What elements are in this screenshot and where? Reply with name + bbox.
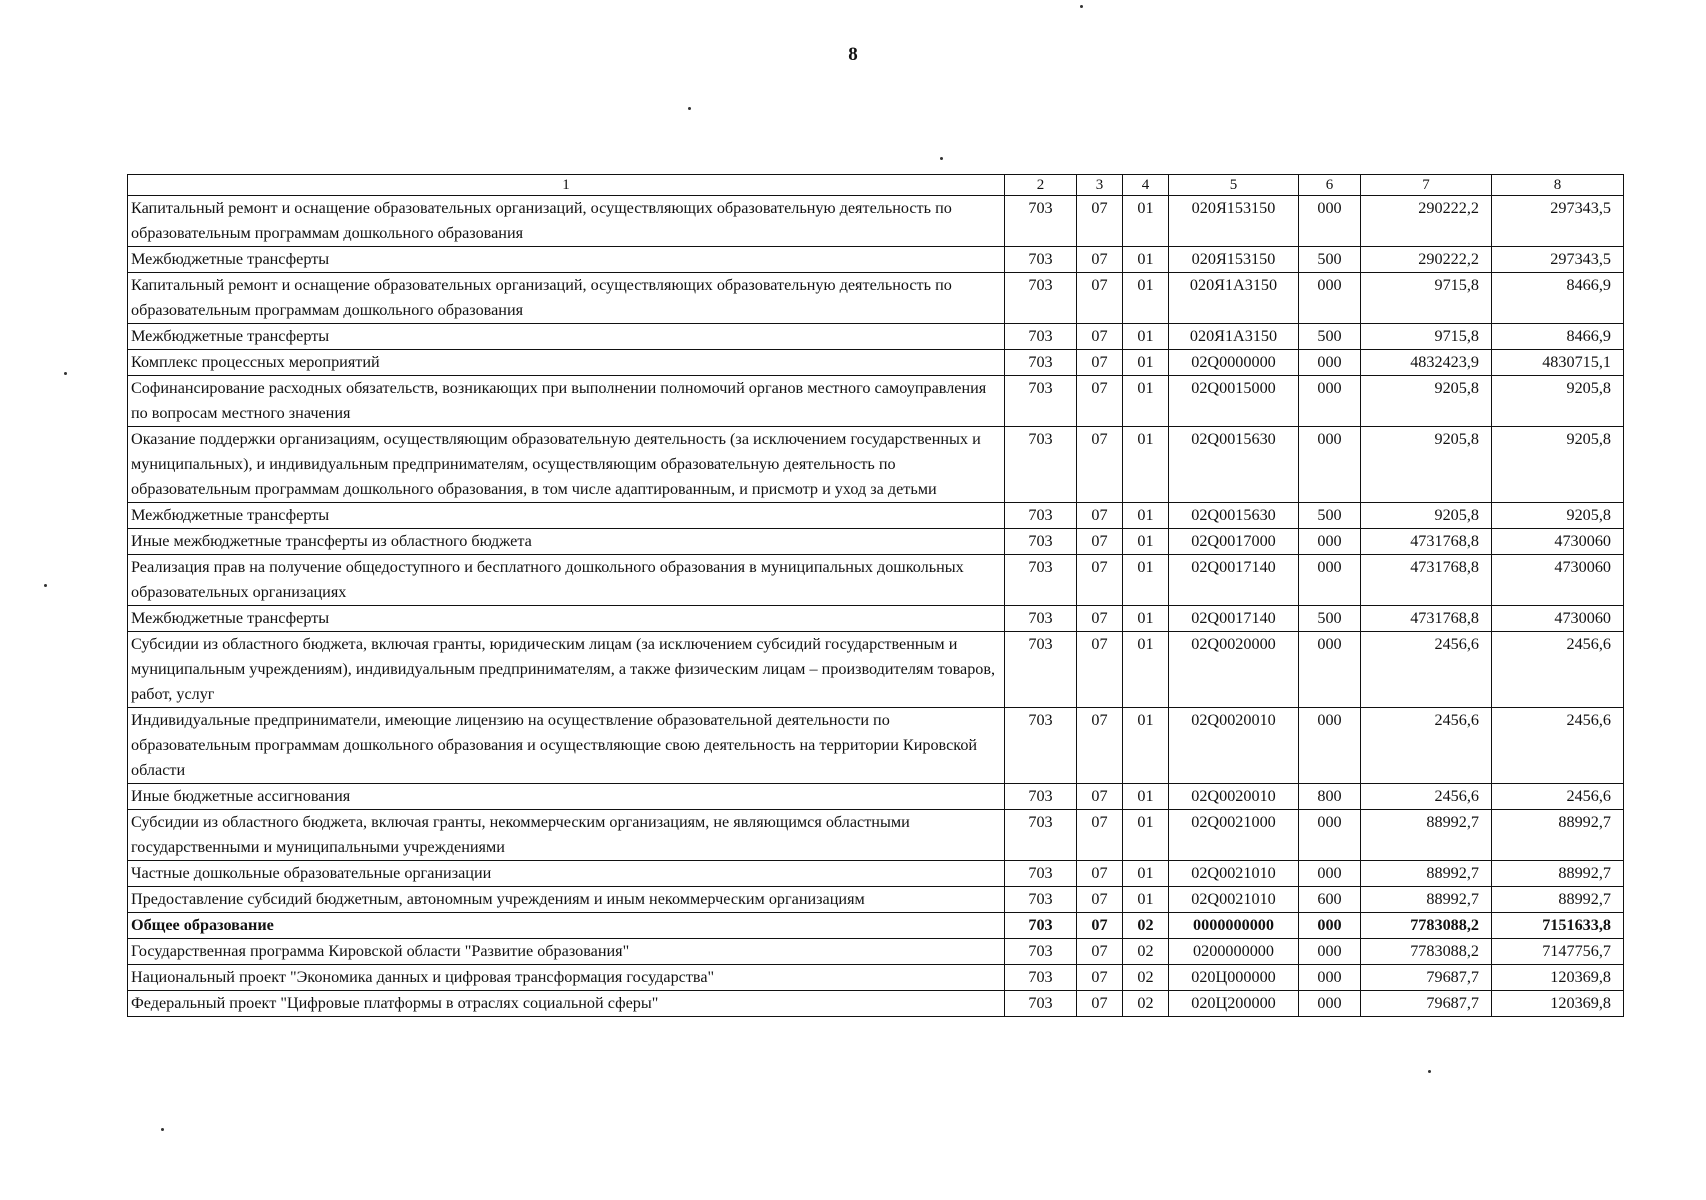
amount-year-2: 4830715,1	[1492, 350, 1624, 376]
subsection-code: 01	[1123, 555, 1169, 606]
budget-code: 703	[1005, 913, 1077, 939]
section-code: 07	[1077, 529, 1123, 555]
budget-code: 703	[1005, 991, 1077, 1017]
table-row	[128, 427, 1624, 503]
subsection-code: 01	[1123, 427, 1169, 503]
subsection-code: 02	[1123, 913, 1169, 939]
table-row	[128, 247, 1624, 273]
amount-year-1: 4731768,8	[1361, 555, 1492, 606]
section-code: 07	[1077, 913, 1123, 939]
target-article-code: 02Q0015000	[1169, 376, 1299, 427]
row-name: Федеральный проект "Цифровые платформы в отраслях социальной сферы"	[128, 991, 1005, 1017]
target-article-code: 02Q0021010	[1169, 861, 1299, 887]
row-name: Субсидии из областного бюджета, включая гранты, юридическим лицам (за исключением субсидий государственным и муниципальным учреждениям), индивидуальным предпринимателям, а также физическим лицам – производителям товаров, работ, услуг	[128, 632, 1005, 708]
row-name: Софинансирование расходных обязательств, возникающих при выполнении полномочий органов местного самоуправления по вопросам местного значения	[128, 376, 1005, 427]
row-name: Капитальный ремонт и оснащение образовательных организаций, осуществляющих образовательную деятельность по образовательным программам дошкольного образования	[128, 273, 1005, 324]
row-name: Межбюджетные трансферты	[128, 324, 1005, 350]
target-article-code: 02Q0021000	[1169, 810, 1299, 861]
amount-year-2: 120369,8	[1492, 991, 1624, 1017]
expense-type-code: 000	[1299, 376, 1361, 427]
budget-code: 703	[1005, 273, 1077, 324]
table-row	[128, 861, 1624, 887]
table-row	[128, 503, 1624, 529]
table-row	[128, 939, 1624, 965]
section-code: 07	[1077, 324, 1123, 350]
expense-type-code: 800	[1299, 784, 1361, 810]
target-article-code: 02Q0015630	[1169, 427, 1299, 503]
target-article-code: 020Я153150	[1169, 196, 1299, 247]
expense-type-code: 500	[1299, 247, 1361, 273]
budget-code: 703	[1005, 247, 1077, 273]
section-code: 07	[1077, 708, 1123, 784]
target-article-code: 02Q0020010	[1169, 784, 1299, 810]
budget-code: 703	[1005, 196, 1077, 247]
scan-speck	[161, 1128, 164, 1131]
amount-year-1: 7783088,2	[1361, 939, 1492, 965]
section-code: 07	[1077, 887, 1123, 913]
budget-code: 703	[1005, 324, 1077, 350]
expense-type-code: 000	[1299, 350, 1361, 376]
expense-type-code: 000	[1299, 913, 1361, 939]
scan-speck	[64, 372, 67, 375]
row-name: Частные дошкольные образовательные организации	[128, 861, 1005, 887]
row-name: Субсидии из областного бюджета, включая гранты, некоммерческим организациям, не являющимся областными государственными и муниципальными учреждениями	[128, 810, 1005, 861]
page-number: 8	[848, 44, 858, 65]
table-row	[128, 913, 1624, 939]
amount-year-1: 79687,7	[1361, 965, 1492, 991]
row-name: Государственная программа Кировской области "Развитие образования"	[128, 939, 1005, 965]
section-code: 07	[1077, 939, 1123, 965]
row-name: Общее образование	[128, 913, 1005, 939]
amount-year-2: 88992,7	[1492, 887, 1624, 913]
row-name: Межбюджетные трансферты	[128, 247, 1005, 273]
expense-type-code: 000	[1299, 939, 1361, 965]
amount-year-1: 88992,7	[1361, 810, 1492, 861]
budget-code: 703	[1005, 861, 1077, 887]
amount-year-1: 4731768,8	[1361, 606, 1492, 632]
section-code: 07	[1077, 273, 1123, 324]
table-row	[128, 991, 1624, 1017]
scan-speck	[44, 584, 47, 587]
subsection-code: 01	[1123, 376, 1169, 427]
amount-year-1: 290222,2	[1361, 247, 1492, 273]
amount-year-1: 2456,6	[1361, 708, 1492, 784]
target-article-code: 020Я1А3150	[1169, 273, 1299, 324]
subsection-code: 01	[1123, 708, 1169, 784]
budget-code: 703	[1005, 632, 1077, 708]
amount-year-2: 297343,5	[1492, 196, 1624, 247]
amount-year-2: 9205,8	[1492, 503, 1624, 529]
target-article-code: 020Я1А3150	[1169, 324, 1299, 350]
expense-type-code: 000	[1299, 991, 1361, 1017]
table-row	[128, 350, 1624, 376]
row-name: Оказание поддержки организациям, осуществляющим образовательную деятельность (за исключением государственных и муниципальных), и индивидуальным предпринимателям, осуществляющим образовательную деятельность по образовательным программам дошкольного образования, в том числе адаптированным, и присмотр и уход за детьми	[128, 427, 1005, 503]
scan-speck	[1428, 1070, 1431, 1073]
row-name: Иные межбюджетные трансферты из областного бюджета	[128, 529, 1005, 555]
target-article-code: 020Я153150	[1169, 247, 1299, 273]
amount-year-1: 7783088,2	[1361, 913, 1492, 939]
table-row	[128, 529, 1624, 555]
target-article-code: 02Q0021010	[1169, 887, 1299, 913]
amount-year-1: 4832423,9	[1361, 350, 1492, 376]
amount-year-2: 2456,6	[1492, 632, 1624, 708]
target-article-code: 02Q0020000	[1169, 632, 1299, 708]
table-row	[128, 376, 1624, 427]
subsection-code: 01	[1123, 324, 1169, 350]
budget-code: 703	[1005, 708, 1077, 784]
budget-code: 703	[1005, 784, 1077, 810]
amount-year-2: 7151633,8	[1492, 913, 1624, 939]
table-row	[128, 965, 1624, 991]
section-code: 07	[1077, 632, 1123, 708]
expense-type-code: 500	[1299, 606, 1361, 632]
section-code: 07	[1077, 991, 1123, 1017]
expense-type-code: 000	[1299, 708, 1361, 784]
section-code: 07	[1077, 247, 1123, 273]
table-row	[128, 708, 1624, 784]
row-name: Национальный проект "Экономика данных и цифровая трансформация государства"	[128, 965, 1005, 991]
target-article-code: 0200000000	[1169, 939, 1299, 965]
section-code: 07	[1077, 503, 1123, 529]
column-number: 7	[1361, 175, 1492, 196]
expense-type-code: 000	[1299, 427, 1361, 503]
table-row	[128, 784, 1624, 810]
target-article-code: 02Q0017140	[1169, 555, 1299, 606]
expense-type-code: 000	[1299, 861, 1361, 887]
budget-code: 703	[1005, 555, 1077, 606]
amount-year-1: 88992,7	[1361, 887, 1492, 913]
row-name: Комплекс процессных мероприятий	[128, 350, 1005, 376]
subsection-code: 01	[1123, 503, 1169, 529]
expense-type-code: 000	[1299, 965, 1361, 991]
target-article-code: 02Q0017000	[1169, 529, 1299, 555]
amount-year-2: 297343,5	[1492, 247, 1624, 273]
row-name: Реализация прав на получение общедоступного и бесплатного дошкольного образования в муниципальных дошкольных образовательных организациях	[128, 555, 1005, 606]
column-number: 3	[1077, 175, 1123, 196]
column-number: 4	[1123, 175, 1169, 196]
subsection-code: 02	[1123, 939, 1169, 965]
amount-year-1: 2456,6	[1361, 632, 1492, 708]
column-number: 6	[1299, 175, 1361, 196]
subsection-code: 01	[1123, 606, 1169, 632]
subsection-code: 01	[1123, 861, 1169, 887]
subsection-code: 01	[1123, 273, 1169, 324]
subsection-code: 01	[1123, 529, 1169, 555]
budget-code: 703	[1005, 503, 1077, 529]
expense-type-code: 000	[1299, 273, 1361, 324]
target-article-code: 02Q0017140	[1169, 606, 1299, 632]
expense-type-code: 000	[1299, 632, 1361, 708]
expense-type-code: 600	[1299, 887, 1361, 913]
subsection-code: 01	[1123, 350, 1169, 376]
subsection-code: 01	[1123, 632, 1169, 708]
expense-type-code: 500	[1299, 324, 1361, 350]
subsection-code: 02	[1123, 991, 1169, 1017]
amount-year-2: 4730060	[1492, 606, 1624, 632]
amount-year-2: 4730060	[1492, 529, 1624, 555]
section-code: 07	[1077, 196, 1123, 247]
section-code: 07	[1077, 376, 1123, 427]
row-name: Капитальный ремонт и оснащение образовательных организаций, осуществляющих образовательную деятельность по образовательным программам дошкольного образования	[128, 196, 1005, 247]
row-name: Межбюджетные трансферты	[128, 503, 1005, 529]
amount-year-2: 4730060	[1492, 555, 1624, 606]
table-row	[128, 887, 1624, 913]
row-name: Предоставление субсидий бюджетным, автономным учреждениям и иным некоммерческим организациям	[128, 887, 1005, 913]
column-number-row	[128, 175, 1624, 196]
target-article-code: 020Ц200000	[1169, 991, 1299, 1017]
target-article-code: 02Q0000000	[1169, 350, 1299, 376]
budget-table	[127, 174, 1624, 1017]
subsection-code: 01	[1123, 247, 1169, 273]
subsection-code: 01	[1123, 810, 1169, 861]
budget-code: 703	[1005, 887, 1077, 913]
target-article-code: 02Q0015630	[1169, 503, 1299, 529]
row-name: Межбюджетные трансферты	[128, 606, 1005, 632]
expense-type-code: 000	[1299, 810, 1361, 861]
table-row	[128, 273, 1624, 324]
amount-year-2: 7147756,7	[1492, 939, 1624, 965]
section-code: 07	[1077, 784, 1123, 810]
amount-year-2: 9205,8	[1492, 376, 1624, 427]
subsection-code: 02	[1123, 965, 1169, 991]
table-row	[128, 606, 1624, 632]
column-number: 5	[1169, 175, 1299, 196]
amount-year-1: 9205,8	[1361, 503, 1492, 529]
amount-year-1: 290222,2	[1361, 196, 1492, 247]
target-article-code: 020Ц000000	[1169, 965, 1299, 991]
table-row	[128, 555, 1624, 606]
amount-year-1: 9715,8	[1361, 273, 1492, 324]
target-article-code: 0000000000	[1169, 913, 1299, 939]
expense-type-code: 000	[1299, 555, 1361, 606]
amount-year-1: 4731768,8	[1361, 529, 1492, 555]
section-code: 07	[1077, 555, 1123, 606]
table-body	[128, 175, 1624, 1017]
budget-code: 703	[1005, 529, 1077, 555]
budget-code: 703	[1005, 939, 1077, 965]
section-code: 07	[1077, 861, 1123, 887]
budget-code: 703	[1005, 350, 1077, 376]
amount-year-1: 88992,7	[1361, 861, 1492, 887]
table-row	[128, 324, 1624, 350]
target-article-code: 02Q0020010	[1169, 708, 1299, 784]
column-number: 2	[1005, 175, 1077, 196]
row-name: Иные бюджетные ассигнования	[128, 784, 1005, 810]
row-name: Индивидуальные предприниматели, имеющие лицензию на осуществление образовательной деятельности по образовательным программам дошкольного образования и осуществляющие свою деятельность на территории Кировской области	[128, 708, 1005, 784]
scan-speck	[1080, 5, 1083, 8]
amount-year-2: 8466,9	[1492, 324, 1624, 350]
table-row	[128, 810, 1624, 861]
budget-code: 703	[1005, 965, 1077, 991]
column-number: 8	[1492, 175, 1624, 196]
amount-year-1: 79687,7	[1361, 991, 1492, 1017]
section-code: 07	[1077, 810, 1123, 861]
table-row	[128, 196, 1624, 247]
amount-year-2: 9205,8	[1492, 427, 1624, 503]
amount-year-2: 8466,9	[1492, 273, 1624, 324]
amount-year-1: 9205,8	[1361, 427, 1492, 503]
amount-year-2: 120369,8	[1492, 965, 1624, 991]
scan-speck	[688, 107, 691, 110]
expense-type-code: 000	[1299, 529, 1361, 555]
expense-type-code: 000	[1299, 196, 1361, 247]
amount-year-1: 9205,8	[1361, 376, 1492, 427]
budget-code: 703	[1005, 606, 1077, 632]
table-row	[128, 632, 1624, 708]
budget-code: 703	[1005, 376, 1077, 427]
section-code: 07	[1077, 606, 1123, 632]
section-code: 07	[1077, 427, 1123, 503]
amount-year-2: 88992,7	[1492, 861, 1624, 887]
subsection-code: 01	[1123, 887, 1169, 913]
budget-code: 703	[1005, 427, 1077, 503]
column-number: 1	[128, 175, 1005, 196]
section-code: 07	[1077, 965, 1123, 991]
subsection-code: 01	[1123, 784, 1169, 810]
amount-year-2: 2456,6	[1492, 784, 1624, 810]
amount-year-1: 2456,6	[1361, 784, 1492, 810]
expense-type-code: 500	[1299, 503, 1361, 529]
amount-year-2: 2456,6	[1492, 708, 1624, 784]
subsection-code: 01	[1123, 196, 1169, 247]
amount-year-1: 9715,8	[1361, 324, 1492, 350]
scan-speck	[940, 157, 943, 160]
amount-year-2: 88992,7	[1492, 810, 1624, 861]
budget-code: 703	[1005, 810, 1077, 861]
section-code: 07	[1077, 350, 1123, 376]
